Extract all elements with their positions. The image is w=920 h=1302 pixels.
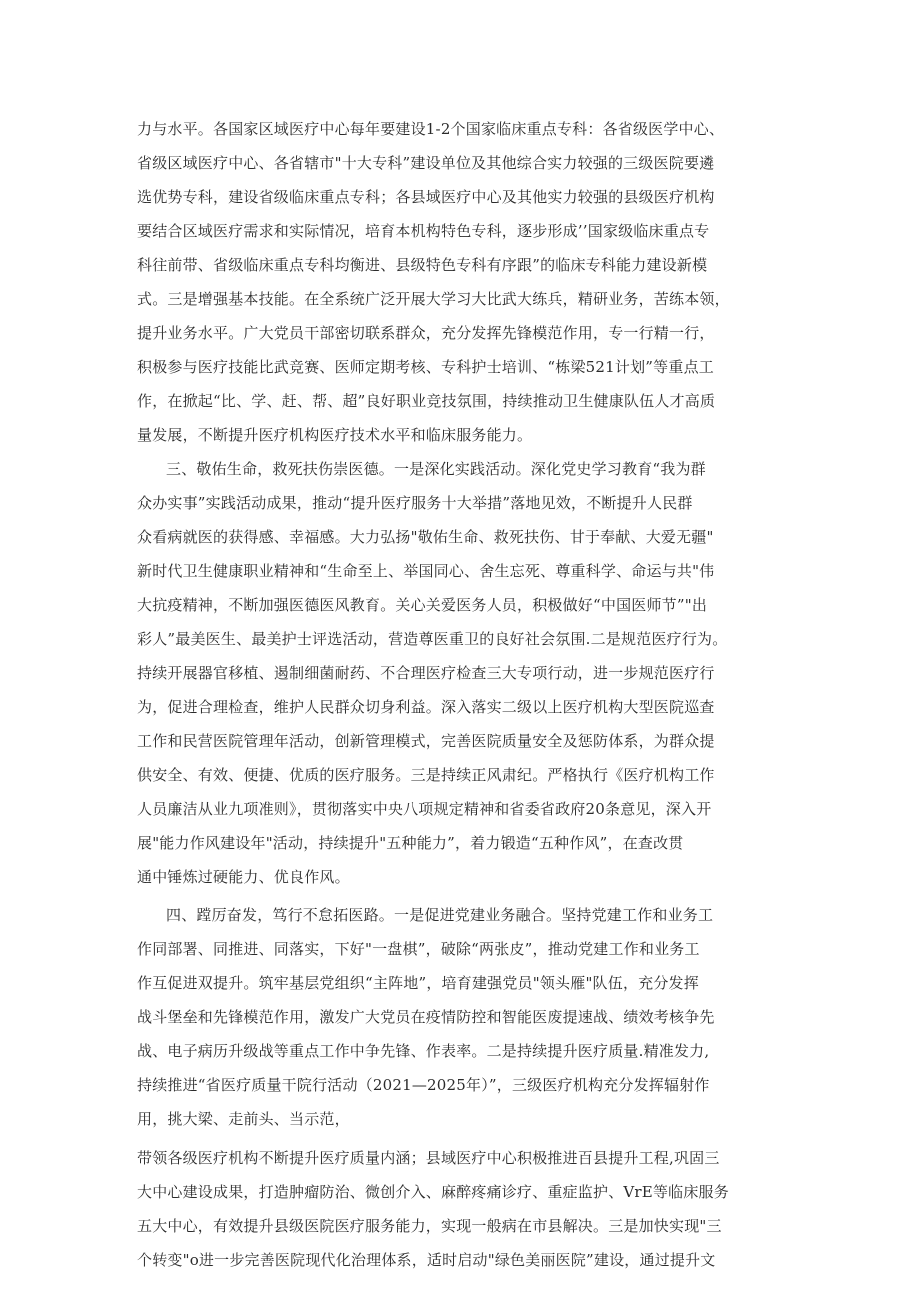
text-line: 个转变"o进一步完善医院现代化治理体系，适时启动"绿色美丽医院”建设，通过提升文 bbox=[137, 1251, 716, 1269]
text-line: 供安全、有效、便捷、优质的医疗服务。三是持续正风肃纪。严格执行《医疗机构工作 bbox=[137, 766, 715, 784]
text-line: 人员廉洁从业九项准则》，贯彻落实中央八项规定精神和省委省政府20条意见，深入开 bbox=[137, 800, 712, 818]
text-line: 持续推进“省医疗质量干院行活动（2021—2025年）”，三级医疗机构充分发挥辐射作 bbox=[137, 1076, 710, 1094]
text-line: 众办实事”实践活动成果，推动“提升医疗服务十大举措”落地见效，不断提升人民群 bbox=[137, 494, 693, 512]
text-line: 量发展，不断提升医疗机构医疗技术水平和临床服务能力。 bbox=[137, 426, 533, 444]
text-line: 用，挑大梁、走前头、当示范， bbox=[137, 1110, 350, 1128]
section-heading-line: 四、蹚厉奋发，笃行不怠拓医路。一是促进党建业务融合。坚持党建工作和业务工 bbox=[166, 906, 714, 924]
text-line: 科往前带、省级临床重点专科均衡进、县级特色专科有序跟”的临床专科能力建设新模 bbox=[137, 256, 708, 274]
text-line: 为，促进合理检查，维护人民群众切身利益。深入落实二级以上医疗机构大型医院巡查 bbox=[137, 698, 715, 716]
text-line: 力与水平。各国家区域医疗中心每年要建设1-2个国家临床重点专科：各省级医学中心、 bbox=[137, 120, 725, 138]
text-line: 大抗疫精神，不断加强医德医风教育。关心关爱医务人员，积极做好“中国医师节”"出 bbox=[137, 596, 708, 614]
text-line: 通中锤炼过硬能力、优良作风。 bbox=[137, 868, 350, 886]
text-line: 展"能力作风建设年"活动，持续提升"五种能力”，着力锻造“五种作风”，在查改贯 bbox=[137, 834, 684, 852]
text-line: 作互促进双提升。筑牢基层党组织“主阵地”，培育建强党员"领头雁"队伍，充分发挥 bbox=[137, 974, 699, 992]
text-line: 战、电子病历升级战等重点工作中争先锋、作表率。二是持续提升医疗质量.精准发力, bbox=[137, 1042, 710, 1060]
section-heading-line: 三、敬佑生命，救死扶伤崇医德。一是深化实践活动。深化党史学习教育“我为群 bbox=[166, 460, 706, 478]
text-line: 式。三是增强基本技能。在全系统广泛开展大学习大比武大练兵，精研业务，苦练本领， bbox=[137, 290, 730, 308]
text-line: 持续开展器官移植、遏制细菌耐药、不合理医疗检查三大专项行动，进一步规范医疗行 bbox=[137, 664, 715, 682]
text-line: 积极参与医疗技能比武竞赛、医师定期考核、专科护士培训、“栋梁521计划”等重点工 bbox=[137, 358, 714, 376]
text-line: 要结合区域医疗需求和实际情况，培育本机构特色专科，逐步形成’’国家级临床重点专 bbox=[137, 222, 710, 240]
text-line: 提升业务水平。广大党员干部密切联系群众，充分发挥先锋模范作用，专一行精一行， bbox=[137, 324, 715, 342]
text-line: 众看病就医的获得感、幸福感。大力弘扬"敬佑生命、救死扶伤、甘于奉献、大爱无疆" bbox=[137, 528, 714, 546]
text-line: 省级区域医疗中心、各省辖市"十大专科”建设单位及其他综合实力较强的三级医院要遴 bbox=[137, 154, 715, 172]
text-line: 彩人”最美医生、最美护士评选活动，营造尊医重卫的良好社会氛围.二是规范医疗行为。 bbox=[137, 630, 728, 648]
text-line: 大中心建设成果，打造肿瘤防治、微创介入、麻醉疼痛诊疗、重症监护、VrE等临床服务 bbox=[137, 1183, 729, 1201]
text-line: 新时代卫生健康职业精神和“生命至上、举国同心、舍生忘死、尊重科学、命运与共"伟 bbox=[137, 562, 715, 580]
text-line: 选优势专科，建设省级临床重点专科；各县域医疗中心及其他实力较强的县级医疗机构 bbox=[137, 188, 715, 206]
text-line: 工作和民营医院管理年活动，创新管理模式，完善医院质量安全及惩防体系，为群众提 bbox=[137, 732, 715, 750]
text-line: 作，在掀起“比、学、赶、帮、超”良好职业竞技氛围，持续推动卫生健康队伍人才高质 bbox=[137, 392, 716, 410]
text-line: 战斗堡垒和先锋模范作用，激发广大党员在疫情防控和智能医废提速战、绩效考核争先 bbox=[137, 1008, 715, 1026]
text-line: 作同部署、同推进、同落实，下好"一盘棋”，破除“两张皮”，推动党建工作和业务工 bbox=[137, 940, 700, 958]
text-line: 五大中心，有效提升县级医院医疗服务能力，实现一般病在市县解决。三是加快实现"三 bbox=[137, 1217, 722, 1235]
text-line: 带领各级医疗机构不断提升医疗质量内涵；县域医疗中心积极推进百县提升工程,巩固三 bbox=[137, 1149, 720, 1167]
